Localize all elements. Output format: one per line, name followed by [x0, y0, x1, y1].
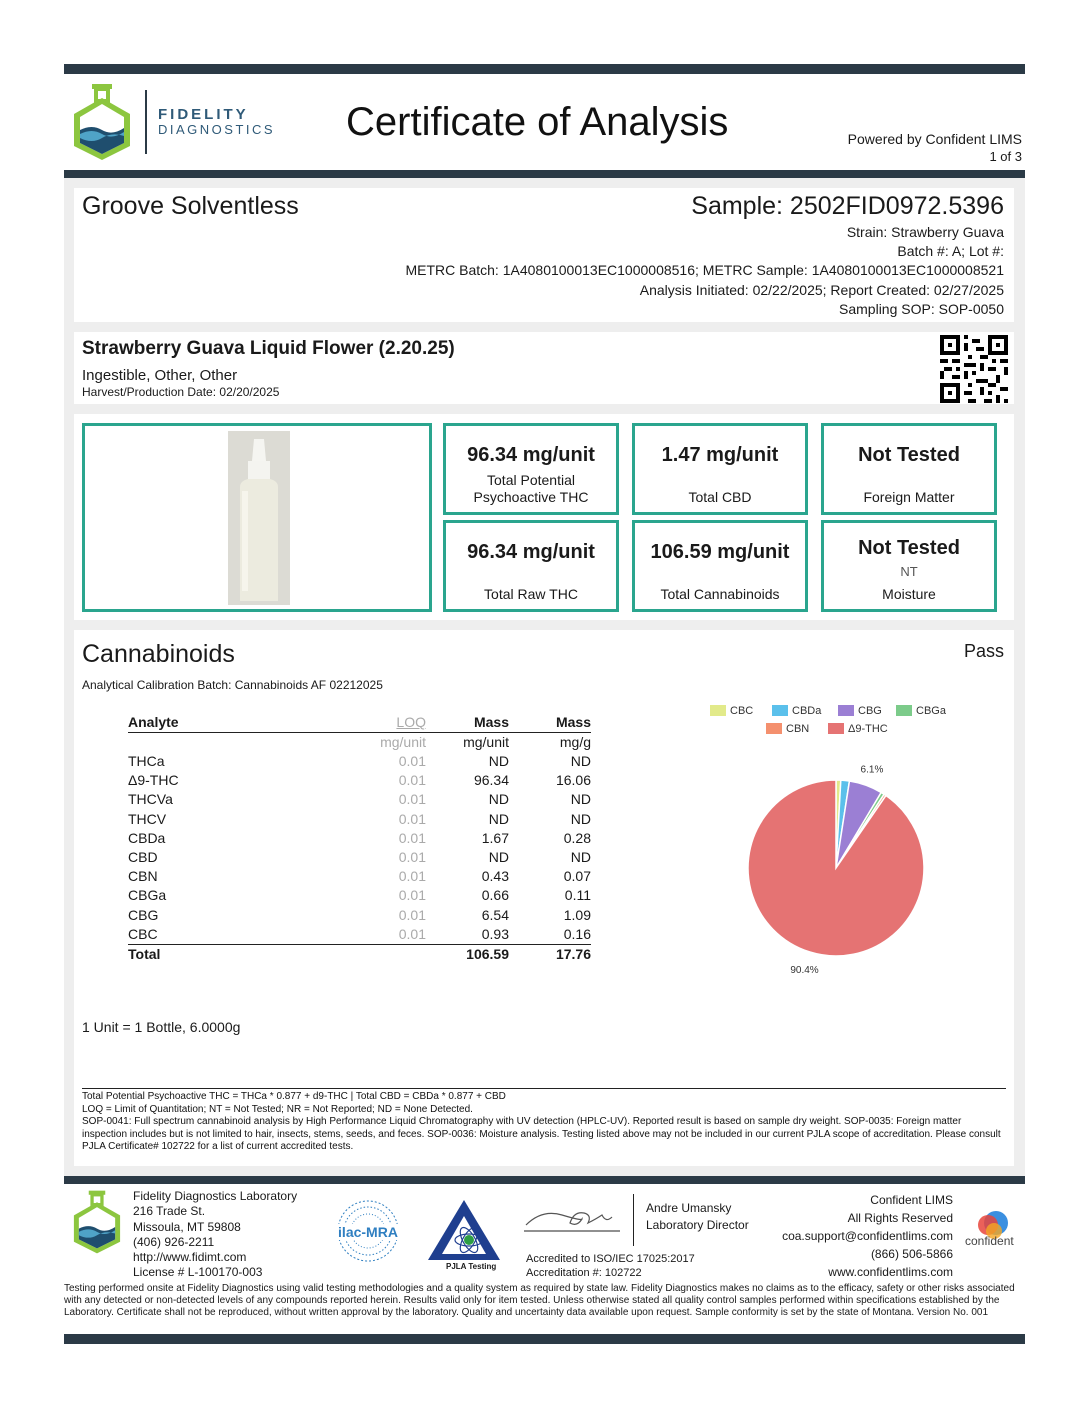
header-top-bar — [64, 64, 1025, 74]
legend-swatch-cbga — [896, 705, 912, 716]
product-photo-tile — [82, 423, 432, 612]
table-row — [128, 790, 591, 809]
legend-label: CBG — [858, 705, 882, 717]
lims-rights: All Rights Reserved — [847, 1211, 953, 1225]
confident-wordmark: confident — [965, 1234, 1014, 1248]
legend-label: CBN — [786, 723, 810, 735]
loq-cell: 0.01 — [398, 753, 426, 770]
section-title: Cannabinoids — [82, 640, 235, 668]
table-header-row — [128, 713, 591, 733]
unit-note: 1 Unit = 1 Bottle, 6.0000g — [82, 1019, 241, 1035]
tile-moisture — [821, 520, 997, 612]
analyte-cell: Δ9-THC — [128, 772, 179, 789]
director-signature-icon — [522, 1197, 622, 1237]
lab-license: License # L-100170-003 — [133, 1265, 263, 1280]
mass-g-cell: ND — [570, 753, 591, 770]
mass-unit-cell: ND — [488, 791, 509, 808]
lab-flask-logo-icon — [70, 1189, 124, 1255]
tile-total-potential-thc — [443, 423, 619, 515]
lims-phone: (866) 506-5866 — [870, 1247, 953, 1261]
footer-top-bar — [64, 1176, 1025, 1184]
loq-cell: 0.01 — [398, 906, 426, 923]
tile-foreign-matter — [821, 423, 997, 515]
product-name: Strawberry Guava Liquid Flower (2.20.25) — [82, 338, 455, 359]
director-title: Laboratory Director — [646, 1218, 749, 1232]
loq-cell: 0.01 — [398, 829, 426, 846]
header-analyte: Analyte — [128, 713, 328, 733]
loq-cell: 0.01 — [398, 791, 426, 808]
tile-label: Total Cannabinoids — [660, 586, 780, 602]
signature-divider — [633, 1194, 634, 1246]
mass-unit-cell: ND — [488, 810, 509, 827]
tile-total-raw-thc — [443, 520, 619, 612]
analyte-cell: CBN — [128, 868, 158, 885]
footnote-methods: SOP-0041: Full spectrum cannabinoid analysis by High Performance Liquid Chromatography with UV detection (HPLC-UV). Reported result is based on sample dry weight. SOP-0035: Foreign matter inspection includes but is not limited to hair, insects, stems, seeds, and feces. SOP-0036: Moisture analysis. Testing listed above may not be included in our current PJLA scope of accreditation. Please consult PJLA Certificate# 102722 for a list of current accredited tests. — [82, 1116, 1001, 1152]
tile-label: Total Potential Psychoactive THC — [473, 472, 589, 505]
table-row — [128, 925, 591, 945]
tile-label: Foreign Matter — [863, 489, 955, 505]
product-type: Ingestible, Other, Other — [82, 367, 238, 384]
mass-unit-cell: ND — [488, 849, 509, 866]
client-name: Groove Solventless — [82, 192, 299, 220]
analyte-cell: THCa — [128, 753, 165, 770]
status-badge: Pass — [963, 641, 1004, 661]
tile-total-cbd — [632, 423, 808, 515]
loq-cell: 0.01 — [398, 849, 426, 866]
legend-swatch-cbn — [766, 723, 782, 734]
lab-city: Missoula, MT 59808 — [133, 1219, 241, 1234]
lims-website-link[interactable]: www.confidentlims.com — [828, 1265, 953, 1279]
loq-cell: 0.01 — [398, 925, 426, 942]
lab-website-link[interactable]: http://www.fidimt.com — [133, 1250, 247, 1265]
mass-g-cell: ND — [570, 791, 591, 808]
loq-cell: 0.01 — [398, 772, 426, 789]
lims-contact — [782, 1191, 953, 1281]
lab-phone: (406) 926-2211 — [133, 1234, 215, 1249]
tile-label: Total Raw THC — [484, 586, 578, 602]
total-row — [128, 944, 591, 964]
analyte-cell: CBDa — [128, 829, 166, 846]
total-mg-g: 17.76 — [509, 944, 591, 964]
lab-name: Fidelity Diagnostics Laboratory — [133, 1189, 298, 1203]
document-title: Certificate of Analysis — [346, 100, 729, 144]
pie-data-label: 6.1% — [860, 764, 884, 776]
tile-label: Moisture — [882, 586, 936, 602]
footnote-divider — [82, 1088, 1006, 1089]
table-row — [128, 771, 591, 790]
analyte-cell: CBC — [128, 925, 158, 942]
mass-unit-cell: 96.34 — [473, 772, 509, 789]
batch-lot: Batch #: A; Lot #: — [897, 243, 1004, 259]
legend-swatch-cbda — [772, 705, 788, 716]
brand-name: FIDELITY — [158, 106, 249, 123]
cannabinoid-pie-chart — [690, 700, 1010, 990]
mass-unit-cell: 1.67 — [481, 829, 509, 846]
metrc-ids: METRC Batch: 1A4080100013EC1000008516; METRC Sample: 1A4080100013EC1000008521 — [405, 262, 1004, 278]
analyte-cell: CBGa — [128, 887, 167, 904]
table-row — [128, 886, 591, 905]
accreditation-iso: Accredited to ISO/IEC 17025:2017 — [526, 1253, 695, 1265]
total-mg-unit: 106.59 — [426, 944, 509, 964]
lab-street: 216 Trade St. — [133, 1204, 206, 1219]
pie-data-label: 90.4% — [790, 965, 819, 977]
lab-contact — [133, 1189, 297, 1281]
mass-unit-cell: 0.93 — [481, 925, 509, 942]
accreditation — [526, 1252, 695, 1280]
table-row — [128, 906, 591, 925]
legend-swatch-cbg — [838, 705, 854, 716]
tile-label: Total CBD — [688, 489, 752, 505]
legend-swatch-cbc — [710, 705, 726, 716]
mass-g-cell: ND — [570, 810, 591, 827]
tile-value: Not Tested — [858, 444, 960, 466]
table-row — [128, 752, 591, 771]
units-row: mg/unit mg/unit mg/g — [380, 734, 591, 750]
dropper-bottle-icon — [228, 431, 290, 605]
mass-g-cell: 0.16 — [563, 925, 591, 942]
mass-unit-cell: ND — [488, 753, 509, 770]
ilac-mra-logo-icon — [328, 1198, 408, 1264]
table-row — [128, 810, 591, 829]
page-number: 1 of 3 — [989, 149, 1022, 164]
mass-unit-cell: 0.66 — [481, 887, 509, 904]
disclaimer: Testing performed onsite at Fidelity Diagnostics using valid testing methodologies and a quality system as required by state law. Fidelity Diagnostics makes no claims as to the efficacy, safety or other risks associated with any detected or non-detected levels of any compounds reported herein. Results valid only for item tested. Unless otherwise stated all quality control samples performed within specifications established by the Laboratory. Certificate shall not be reproduced, without written approval by the laboratory. Quality and uncertainty data available upon request. Sample conformity is set by the state of Montana. Version No. 001 — [64, 1283, 1015, 1319]
legend-swatch-9thc — [828, 723, 844, 734]
mass-g-cell: ND — [570, 849, 591, 866]
harvest-date: Harvest/Production Date: 02/20/2025 — [82, 385, 280, 399]
mass-g-cell: 0.07 — [563, 868, 591, 885]
analyte-cell: THCV — [128, 810, 167, 827]
header-loq: LOQ — [328, 713, 426, 733]
powered-by: Powered by Confident LIMS — [847, 131, 1022, 147]
loq-cell: 0.01 — [398, 868, 426, 885]
mass-g-cell: 0.11 — [564, 887, 591, 904]
calibration-batch: Analytical Calibration Batch: Cannabinoids AF 02212025 — [82, 678, 383, 692]
mass-g-cell: 0.28 — [563, 829, 591, 846]
legend-label: Δ9-THC — [848, 723, 888, 735]
sampling-sop: Sampling SOP: SOP-0050 — [839, 301, 1004, 317]
svg-text:ilac-MRA: ilac-MRA — [338, 1224, 398, 1240]
sample-id: Sample: 2502FID0972.5396 — [691, 192, 1004, 220]
header-mass-unit: Mass — [426, 713, 509, 733]
analysis-dates: Analysis Initiated: 02/22/2025; Report Created: 02/27/2025 — [639, 282, 1004, 298]
results-table — [128, 713, 591, 964]
table-row — [128, 829, 591, 848]
fidelity-flask-logo-icon — [70, 82, 134, 162]
legend-label: CBDa — [792, 705, 822, 717]
logo-divider — [145, 90, 147, 154]
qr-code-icon[interactable] — [940, 335, 1008, 403]
legend-label: CBGa — [916, 705, 946, 717]
pjla-label: PJLA Testing — [446, 1262, 497, 1271]
footer-bottom-bar — [64, 1334, 1025, 1344]
header-bottom-bar — [64, 170, 1025, 178]
mass-unit-cell: 6.54 — [481, 906, 509, 923]
mass-unit-cell: 0.43 — [481, 868, 509, 885]
legend-label: CBC — [730, 705, 754, 717]
tile-value: 96.34 mg/unit — [467, 444, 595, 466]
footnote-abbreviations: LOQ = Limit of Quantitation; NT = Not Tested; NR = Not Reported; ND = None Detected. — [82, 1103, 473, 1115]
tile-value: Not Tested — [858, 537, 960, 559]
analyte-cell: CBD — [128, 849, 158, 866]
accreditation-number: Accreditation #: 102722 — [526, 1267, 642, 1279]
tile-value: 96.34 mg/unit — [467, 541, 595, 563]
loq-cell: 0.01 — [398, 810, 426, 827]
strain: Strain: Strawberry Guava — [846, 224, 1004, 240]
tile-total-cannabinoids — [632, 520, 808, 612]
tile-sub: NT — [900, 564, 918, 579]
director-name: Andre Umansky — [646, 1201, 732, 1215]
header-mass-g: Mass — [509, 713, 591, 733]
brand-subname: DIAGNOSTICS — [158, 122, 276, 137]
footnotes — [82, 1091, 1006, 1154]
table-row — [128, 848, 591, 867]
tile-value: 106.59 mg/unit — [650, 541, 790, 563]
mass-g-cell: 1.09 — [563, 906, 591, 923]
analyte-cell: CBG — [128, 906, 159, 923]
loq-cell: 0.01 — [398, 887, 426, 904]
lims-email-link[interactable]: coa.support@confidentlims.com — [782, 1229, 953, 1243]
table-row — [128, 867, 591, 886]
total-empty — [328, 944, 426, 964]
lims-name: Confident LIMS — [870, 1193, 953, 1207]
pie-slice-9thc — [748, 780, 924, 956]
total-analyte: Total — [128, 944, 328, 964]
tile-value: 1.47 mg/unit — [661, 444, 779, 466]
mass-g-cell: 16.06 — [555, 772, 591, 789]
footnote-formula: Total Potential Psychoactive THC = THCa * 0.877 + d9-THC | Total CBD = CBDa * 0.877 + CBD — [82, 1091, 506, 1102]
analyte-cell: THCVa — [128, 791, 173, 808]
